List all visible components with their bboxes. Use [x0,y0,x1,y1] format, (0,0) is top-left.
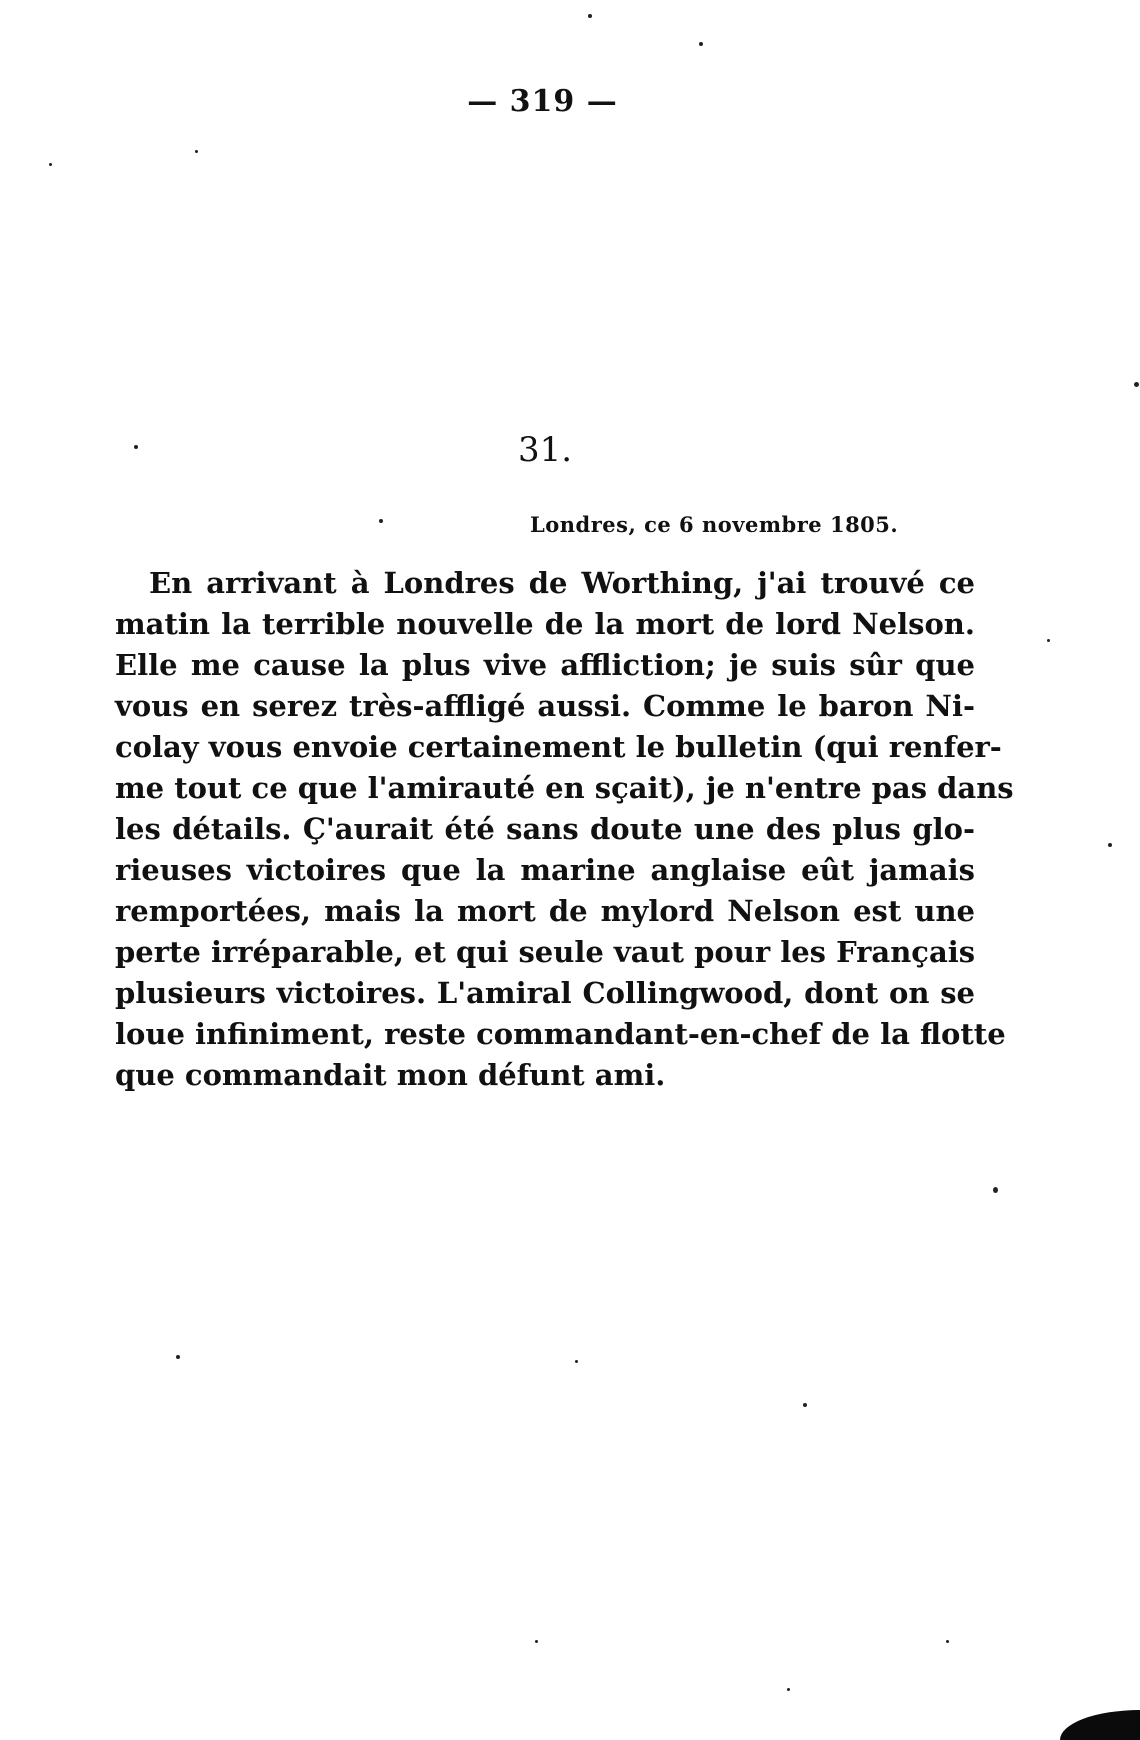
body-line: les détails. Ç'aurait été sans doute une des plus glo- [115,812,975,846]
dateline: Londres, ce 6 novembre 1805. [530,512,899,537]
scan-speck [803,1403,807,1407]
body-line: En arrivant à Londres de Worthing, j'ai trouvé ce [149,566,975,600]
scan-speck [993,1187,998,1193]
scan-speck [699,42,703,46]
letter-number: 31. [517,430,573,470]
scan-speck [176,1355,180,1359]
body-line: Elle me cause la plus vive affliction; je suis sûr que [115,648,975,682]
scan-speck [575,1360,578,1363]
body-line: plusieurs victoires. L'amiral Collingwood, dont on se [115,976,975,1010]
scan-corner-blot [1060,1710,1140,1740]
body-line: loue infiniment, reste commandant-en-chef de la flotte [115,1017,1006,1051]
scan-speck [379,519,383,523]
body-line: perte irréparable, et qui seule vaut pour les Français [115,935,976,969]
page-number: — 319 — [467,84,618,119]
body-line: vous en serez très-affligé aussi. Comme le baron Ni- [115,689,975,723]
scan-speck [535,1640,538,1643]
body-line: me tout ce que l'amirauté en sçait), je n'entre pas dans [115,771,1014,805]
scan-speck [946,1640,949,1643]
scan-speck [195,150,198,153]
scan-speck [134,445,138,449]
scan-speck [787,1688,790,1691]
body-line: remportées, mais la mort de mylord Nelson est une [115,894,975,928]
scan-speck [1134,382,1139,387]
scan-speck [1047,639,1050,642]
scan-speck [588,14,592,18]
scan-speck [1108,843,1112,847]
body-line: rieuses victoires que la marine anglaise eût jamais [115,853,975,887]
body-line: matin la terrible nouvelle de la mort de lord Nelson. [115,607,975,641]
body-line: colay vous envoie certainement le bulletin (qui renfer- [115,730,1002,764]
scan-speck [49,163,52,166]
letter-body [115,563,1014,1096]
body-line: que commandait mon défunt ami. [115,1058,666,1092]
